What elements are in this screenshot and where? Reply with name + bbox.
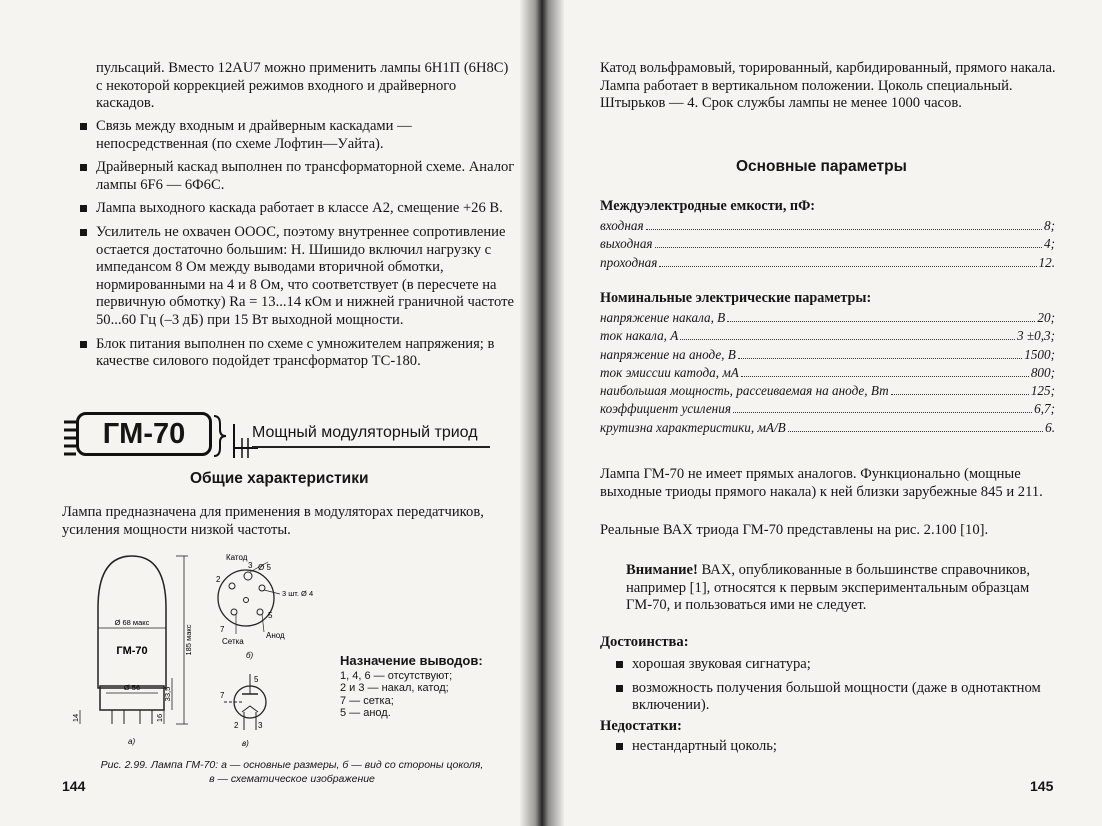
param-row	[600, 382, 1055, 400]
capacitance-block	[600, 198, 1055, 272]
param-row	[600, 419, 1055, 437]
tube-schematic-symbol	[220, 672, 310, 752]
param-value: 125;	[1030, 383, 1055, 399]
dim-68-label: Ø 68 макс	[114, 618, 150, 627]
attention-label: Внимание!	[626, 562, 698, 578]
analogs-paragraph: Лампа ГМ-70 не имеет прямых аналогов. Функционально (мощные выходные триоды прямого накала) к ней близки зарубежные 845 и 211.	[600, 466, 1043, 500]
list-item: 5 — анод.	[340, 707, 391, 719]
page-number-right: 145	[1030, 778, 1054, 794]
label-katod: Катод	[226, 553, 248, 562]
section-title-params: Основные параметры	[736, 158, 907, 175]
dim-56-label: Ø 56	[123, 683, 141, 692]
param-label: входная	[600, 218, 644, 233]
dim-33-label: 33,5	[163, 686, 172, 702]
nominal-heading: Номинальные электрические параметры:	[600, 290, 872, 306]
param-row	[600, 346, 1055, 364]
param-row	[600, 364, 1055, 382]
param-row	[600, 235, 1055, 253]
leader-dots	[733, 411, 1032, 413]
fig-label-v: в)	[242, 739, 249, 748]
param-row	[600, 309, 1055, 327]
label-anod: Анод	[266, 631, 285, 640]
leader-dots	[788, 430, 1043, 432]
label-d5: Ø 5	[258, 563, 271, 572]
param-label: напряжение накала, В	[600, 310, 726, 325]
param-value: 4;	[1044, 236, 1055, 252]
list-item: Усилитель не охвачен ОООС, поэтому внутреннее сопротивление остается достаточно большим: Н. Шишидо включил нагрузку с импедансом 8 Ом между выводами вторичной обмотки, нормированными на 4 и 8 Ом, что соответствует (в пересчете на первичную обмотку) Ra = 13...14 кОм и нижней граничной частоте 50...60 Гц (–3 дБ) при 15 Вт выходной мощности.	[78, 224, 518, 330]
fig-label-b: б)	[246, 651, 254, 660]
leader-dots	[659, 265, 1036, 267]
param-value: 6.	[1045, 419, 1055, 435]
label-3pins: 3 шт. Ø 4	[282, 589, 314, 598]
pin-assignment	[340, 655, 483, 720]
param-label: ток эмиссии катода, мА	[600, 364, 739, 380]
list-item: нестандартный цоколь;	[614, 738, 1060, 756]
leader-dots	[680, 338, 1015, 340]
list-item: хорошая звуковая сигнатура;	[614, 656, 1060, 674]
schem-pin-3: 3	[258, 721, 263, 730]
figure-caption	[82, 758, 502, 786]
list-item: Связь между входным и драйверным каскадами — непосредственная (по схеме Лофтин—Уайта).	[78, 118, 518, 153]
schem-pin-7: 7	[220, 691, 225, 700]
list-item: 7 — сетка;	[340, 694, 394, 707]
list-item: возможность получения большой мощности (даже в однотактном включении).	[614, 680, 1060, 715]
param-value: 20;	[1037, 310, 1055, 325]
purpose-paragraph: Лампа предназначена для применения в модуляторах передатчиков, усиления мощности низкой частоты.	[62, 504, 484, 538]
param-value: 3 ±0,3;	[1016, 328, 1055, 344]
list-item: Блок питания выполнен по схеме с умножителем напряжения; в качестве силового подойдет трансформатор ТС-180.	[78, 336, 518, 371]
pros-heading: Достоинства:	[600, 634, 689, 650]
param-label: коэффициент усиления	[600, 401, 731, 417]
param-row	[600, 217, 1055, 235]
dim-14-label: 14	[71, 713, 80, 723]
banner-title: Мощный модуляторный триод	[252, 424, 478, 441]
banner-rule	[252, 446, 490, 448]
pin-assignment-title: Назначение выводов:	[340, 653, 483, 668]
param-label: проходная	[600, 254, 658, 270]
pin-number-2: 2	[216, 575, 221, 584]
param-value: 6,7;	[1034, 401, 1055, 417]
param-row	[600, 400, 1055, 418]
param-label: напряжение на аноде, В	[600, 346, 736, 362]
param-value: 1500;	[1024, 346, 1055, 362]
dim-185-label: 185 макс	[184, 624, 193, 656]
attention-note	[626, 562, 1060, 615]
param-value: 12.	[1038, 254, 1055, 270]
leader-dots	[738, 357, 1022, 359]
dim-16-label: 16	[155, 713, 164, 723]
left-page	[0, 0, 528, 826]
right-intro-paragraph: Катод вольфрамовый, торированный, карбидированный, прямого накала. Лампа работает в вертикальном положении. Цоколь специальный. Штырьков — 4. Срок службы лампы не менее 1000 часов.	[600, 60, 1056, 112]
param-value: 8;	[1044, 218, 1055, 233]
leader-dots	[646, 228, 1042, 230]
schem-pin-2: 2	[234, 721, 239, 730]
banner-tube-name: ГМ-70	[76, 412, 212, 456]
leader-dots	[727, 320, 1035, 322]
section-title-general: Общие характеристики	[190, 470, 369, 487]
param-value: 800;	[1030, 364, 1055, 380]
left-intro-paragraph: пульсаций. Вместо 12AU7 можно применить лампы 6Н1П (6Н8С) с некоторой коррекцией режимов входного и драйверного каскадов.	[96, 60, 509, 112]
schem-pin-5: 5	[254, 675, 259, 684]
nominal-params-block	[600, 290, 1055, 437]
caption-line-2: в — схематическое изображение	[209, 773, 375, 785]
left-bullet-list	[78, 118, 518, 377]
tube-body-label: ГМ-70	[116, 645, 148, 657]
vax-paragraph: Реальные ВАХ триода ГМ-70 представлены на рис. 2.100 [10].	[600, 522, 989, 538]
fig-label-a: а)	[128, 737, 136, 746]
param-row	[600, 254, 1055, 272]
cons-list	[614, 738, 1060, 762]
caption-line-1: Рис. 2.99. Лампа ГМ-70: а — основные размеры, б — вид со стороны цоколя,	[100, 759, 484, 771]
leader-dots	[741, 375, 1029, 377]
capacitance-heading: Междуэлектродные емкости, пФ:	[600, 198, 816, 214]
attention-text: ВАХ, опубликованные в большинстве справочников, например [1], относятся к первым экспериментальным образцам ГМ-70, и пользоваться ими не следует.	[626, 562, 1030, 614]
list-item: 2 и 3 — накал, катод;	[340, 682, 449, 694]
cons-heading: Недостатки:	[600, 718, 682, 734]
param-label: наибольшая мощность, рассеиваемая на аноде, Вт	[600, 383, 889, 399]
tube-dimension-drawing	[72, 548, 202, 748]
param-label: выходная	[600, 236, 653, 252]
list-item: Драйверный каскад выполнен по трансформаторной схеме. Аналог лампы 6F6 — 6Ф6С.	[78, 159, 518, 194]
pros-list	[614, 656, 1060, 721]
pin-number-5: 5	[268, 611, 273, 620]
param-label: ток накала, А	[600, 328, 679, 344]
leader-dots	[891, 393, 1029, 395]
list-item: Лампа выходного каскада работает в классе A2, смещение +26 В.	[78, 200, 518, 218]
pin-number-7: 7	[220, 625, 225, 634]
param-row	[600, 327, 1055, 345]
param-label: крутизна характеристики, мА/В	[600, 419, 786, 435]
label-setka: Сетка	[222, 637, 244, 646]
list-item: 1, 4, 6 — отсутствуют;	[340, 669, 453, 682]
tube-base-view	[208, 552, 328, 662]
leader-dots	[655, 246, 1042, 248]
pin-number-3: 3	[248, 561, 253, 570]
page-number-left: 144	[62, 778, 86, 794]
